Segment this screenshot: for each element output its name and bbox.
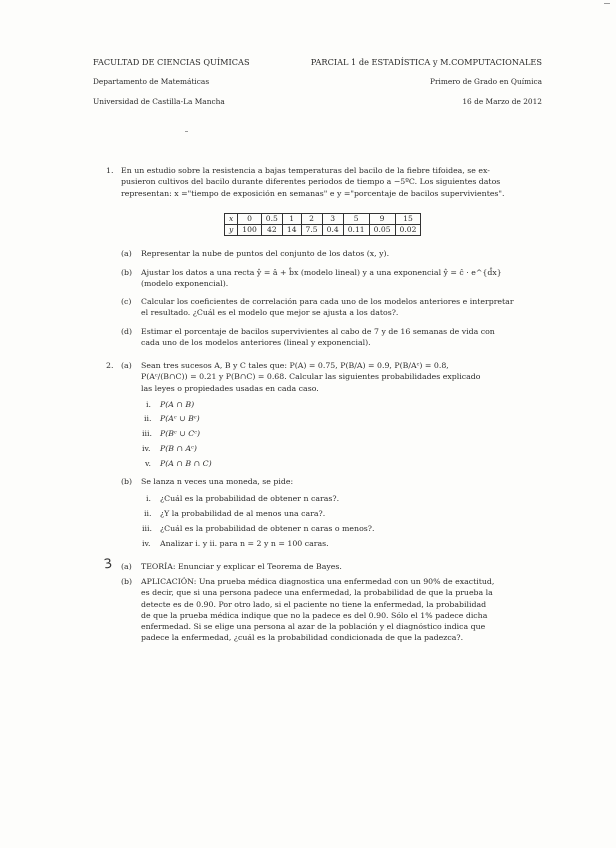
q1d-line: cada uno de los modelos anteriores (lineal y exponencial). (141, 338, 371, 348)
table-cell: 3 (322, 214, 343, 225)
q2a-item-label: v. (145, 459, 151, 468)
q2b-item-label: iv. (142, 539, 151, 548)
q2a-text (141, 360, 545, 394)
q2a-item-label: ii. (144, 414, 152, 423)
q2a-line: Sean tres sucesos A, B y C tales que: P(A) = 0.75, P(B/A) = 0.9, P(B/Aᶜ) = 0.8, (141, 361, 449, 370)
q2b-item: Analizar i. y ii. para n = 2 y n = 100 caras. (160, 539, 329, 548)
q3a-text: TEORÍA: Enunciar y explicar el Teorema de Bayes. (141, 562, 342, 571)
q1c-line: el resultado. ¿Cuál es el modelo que mejor se ajusta a los datos?. (141, 308, 399, 318)
table-cell: 5 (343, 214, 369, 225)
q1-number: 1. (106, 166, 114, 175)
exam-title: PARCIAL 1 de ESTADÍSTICA y M.COMPUTACIONALES (310, 57, 542, 67)
q2b-item-label: ii. (144, 509, 152, 518)
table-cell: 0.5 (261, 214, 282, 225)
q1d-line: Estimar el porcentaje de bacilos supervivientes al cabo de 7 y de 16 semanas de vida con (141, 327, 495, 336)
q2a-item-label: iv. (142, 444, 151, 453)
course-name: Primero de Grado en Química (430, 77, 542, 86)
q2b-item-label: iii. (142, 524, 152, 533)
q3b-line: APLICACIÓN: Una prueba médica diagnostica una enfermedad con un 90% de exactitud, (141, 577, 495, 586)
q3b-line: enfermedad. Si se elige una persona al azar de la población y el diagnóstico indica que (141, 622, 486, 632)
q1a-line: Representar la nube de puntos del conjunto de los datos (x, y). (141, 249, 390, 258)
q1-line: representan: x ="tiempo de exposición en semanas" e y ="porcentaje de bacilos supervivientes". (121, 188, 505, 198)
q3b-line: detecte es de 0.90. Por otro lado, si el paciente no tiene la enfermedad, la probabilidad (141, 599, 487, 609)
data-table (224, 213, 421, 236)
q2a-item: P(Aᶜ ∪ Bᶜ) (160, 414, 200, 423)
table-cell: 15 (395, 214, 421, 225)
q3b-line: es decir, que si una persona padece una enfermedad, la probabilidad de que la prueba la (141, 588, 493, 598)
q2b-text: Se lanza n veces una moneda, se pide: (141, 477, 294, 486)
q2a-line: las leyes o propiedades usadas en cada caso. (141, 383, 319, 393)
q2a-item-label: i. (146, 400, 151, 409)
q2a-line: P(Aᶜ/(B∩C)) = 0.21 y P(B∩C) = 0.68. Calcular las siguientes probabilidades explicado (141, 372, 481, 382)
q2b-item: ¿Cuál es la probabilidad de obtener n caras?. (160, 494, 340, 503)
q3b-line: de que la prueba médica indique que no la padece es del 0.90. Sólo el 1% padece dicha (141, 610, 488, 620)
q1-line: En un estudio sobre la resistencia a bajas temperaturas del bacilo de la fiebre tifoidea, se ex- (121, 166, 490, 175)
q2a-item: P(A ∩ B ∩ C) (160, 459, 212, 468)
table-header-y: y (225, 225, 238, 236)
table-cell: 0 (238, 214, 262, 225)
q3-handwritten-number: 3 (102, 556, 114, 573)
department-name: Departamento de Matemáticas (93, 77, 210, 86)
q1c-text (141, 296, 545, 319)
table-cell: 2 (301, 214, 322, 225)
q2a-item: P(Bᶜ ∪ Cᶜ) (160, 429, 201, 438)
q2a-item-label: iii. (142, 429, 152, 438)
q3b-label: (b) (121, 577, 133, 586)
q2a-item: P(A ∩ B) (160, 400, 195, 409)
q1a-label: (a) (121, 249, 132, 258)
q3b-text (141, 576, 545, 644)
table-cell: 14 (282, 225, 301, 236)
q1a-text (141, 248, 545, 259)
q1-line: pusieron cultivos del bacilo durante diferentes periodos de tiempo a −5ºC. Los siguientes datos (121, 177, 501, 187)
table-cell: 42 (261, 225, 282, 236)
table-cell: 9 (369, 214, 395, 225)
q2b-item: ¿Cuál es la probabilidad de obtener n caras o menos?. (160, 524, 375, 533)
q2b-item: ¿Y la probabilidad de al menos una cara?. (160, 509, 326, 518)
q1b-label: (b) (121, 268, 133, 277)
q3b-line: padece la enfermedad, ¿cuál es la probabilidad condicionada de que la padezca?. (141, 633, 464, 643)
q1b-line: Ajustar los datos a una recta ŷ = â + b̂x (modelo lineal) y a una exponencial ŷ = ĉ · e^{d̂x} (141, 268, 502, 277)
q1-statement (121, 165, 544, 199)
q2a-item: P(B ∩ Aᶜ) (160, 444, 197, 453)
table-row-x (225, 214, 421, 225)
q1d-text (141, 326, 545, 349)
university-name: Universidad de Castilla-La Mancha (93, 97, 225, 106)
exam-date: 16 de Marzo de 2012 (462, 97, 542, 106)
table-cell: 0.11 (343, 225, 369, 236)
table-header-x: x (225, 214, 238, 225)
table-cell: 0.05 (369, 225, 395, 236)
q2-number: 2. (106, 361, 114, 370)
q2a-label: (a) (121, 361, 132, 370)
faculty-name: FACULTAD DE CIENCIAS QUÍMICAS (93, 57, 250, 67)
table-cell: 1 (282, 214, 301, 225)
q2b-item-label: i. (146, 494, 151, 503)
table-cell: 7.5 (301, 225, 322, 236)
q1b-line: (modelo exponencial). (141, 279, 229, 289)
scan-speck (604, 3, 610, 4)
table-row-y (225, 225, 421, 236)
q1d-label: (d) (121, 327, 133, 336)
q1c-label: (c) (121, 297, 132, 306)
table-cell: 0.02 (395, 225, 421, 236)
q2b-label: (b) (121, 477, 133, 486)
table-cell: 100 (238, 225, 262, 236)
table-cell: 0.4 (322, 225, 343, 236)
q1c-line: Calcular los coeficientes de correlación para cada uno de los modelos anteriores e interpretar (141, 297, 514, 306)
q3a-label: (a) (121, 562, 132, 571)
q1b-text (141, 267, 545, 290)
scan-speck (185, 131, 188, 132)
